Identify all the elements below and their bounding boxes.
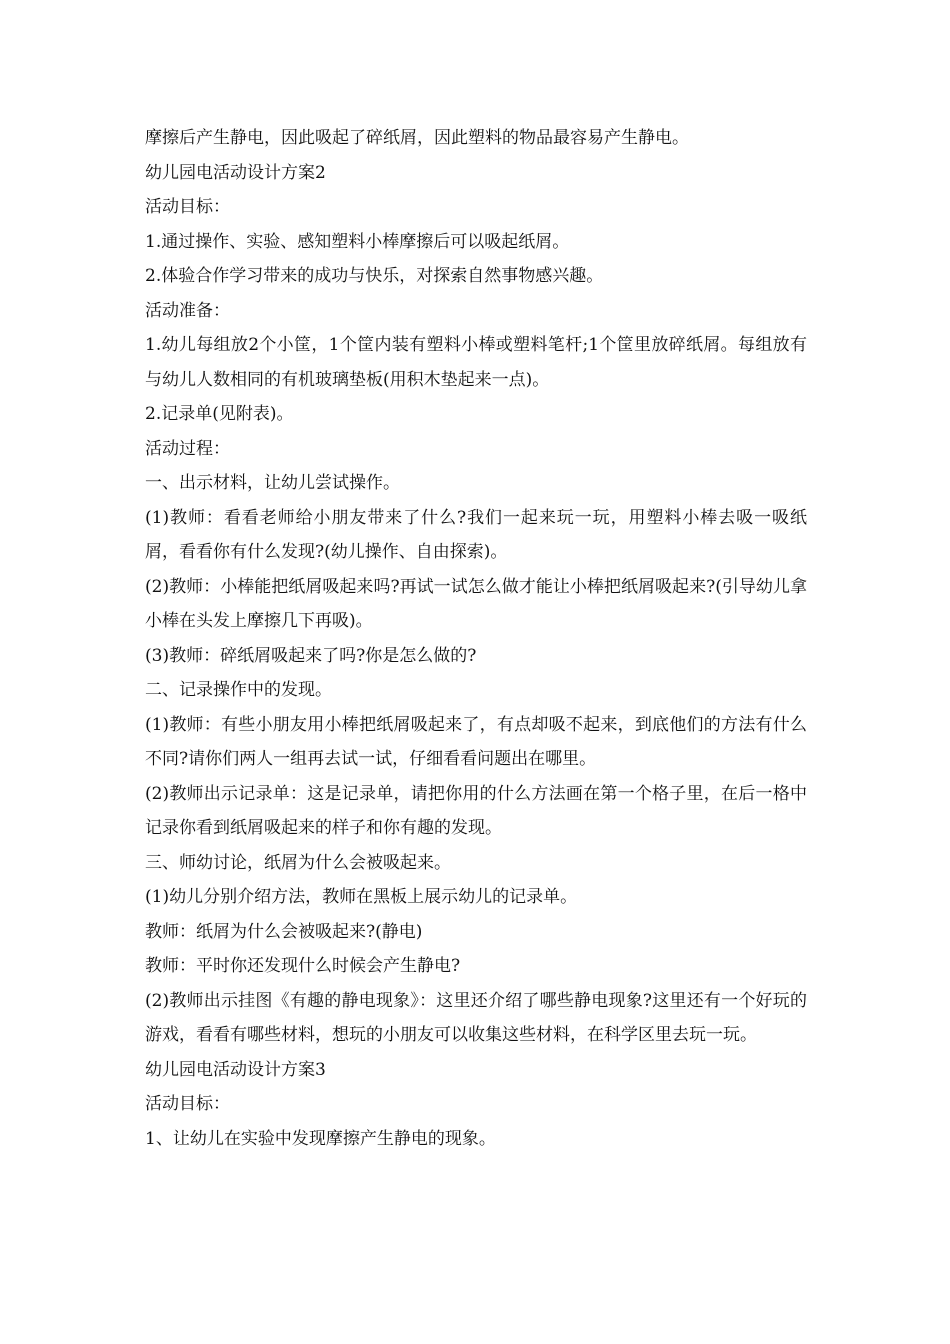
preparation-item-1: 1.幼儿每组放2个小筐，1个筐内装有塑料小棒或塑料笔杆;1个筐里放碎纸屑。每组放有与幼儿人数相同的有机玻璃垫板(用积木垫起来一点)。	[145, 335, 807, 390]
process-step-3-teacher-question-1: 教师：纸屑为什么会被吸起来?(静电)	[145, 921, 423, 942]
section-title-plan-3: 幼儿园电活动设计方案3	[145, 1059, 326, 1080]
section-title-plan-2: 幼儿园电活动设计方案2	[145, 162, 326, 183]
process-step-3-item-2: (2)教师出示挂图《有趣的静电现象》：这里还介绍了哪些静电现象?这里还有一个好玩的游戏，看看有哪些材料，想玩的小朋友可以收集这些材料，在科学区里去玩一玩。	[145, 990, 807, 1045]
process-step-1-item-3: (3)教师：碎纸屑吸起来了吗?你是怎么做的?	[145, 645, 477, 666]
preparation-item-2: 2.记录单(见附表)。	[145, 404, 294, 424]
process-step-2-item-1: (1)教师：有些小朋友用小棒把纸屑吸起来了，有点却吸不起来，到底他们的方法有什么不同?请你们两人一组再去试一试，仔细看看问题出在哪里。	[145, 714, 807, 769]
process-step-1-heading: 一、出示材料，让幼儿尝试操作。	[145, 473, 400, 493]
process-step-2-item-2: (2)教师出示记录单：这是记录单，请把你用的什么方法画在第一个格子里，在后一格中记录你看到纸屑吸起来的样子和你有趣的发现。	[145, 783, 807, 838]
process-step-3-heading: 三、师幼讨论，纸屑为什么会被吸起来。	[145, 852, 451, 873]
heading-activity-preparation: 活动准备：	[145, 300, 230, 321]
process-step-3-teacher-question-2: 教师：平时你还发现什么时候会产生静电?	[145, 956, 461, 976]
heading-activity-process: 活动过程：	[145, 438, 230, 459]
document-body	[145, 121, 807, 1156]
heading-activity-goals-plan-3: 活动目标：	[145, 1094, 230, 1114]
goal-item-1-plan-3: 1、让幼儿在实验中发现摩擦产生静电的现象。	[145, 1128, 496, 1149]
paragraph-intro-conclusion: 摩擦后产生静电，因此吸起了碎纸屑，因此塑料的物品最容易产生静电。	[145, 128, 689, 148]
goal-item-2: 2.体验合作学习带来的成功与快乐，对探索自然事物感兴趣。	[145, 266, 604, 286]
process-step-1-item-1: (1)教师：看看老师给小朋友带来了什么?我们一起来玩一玩，用塑料小棒去吸一吸纸屑，看看你有什么发现?(幼儿操作、自由探索)。	[145, 507, 807, 562]
heading-activity-goals: 活动目标：	[145, 197, 230, 217]
process-step-2-heading: 二、记录操作中的发现。	[145, 680, 332, 700]
process-step-3-item-1: (1)幼儿分别介绍方法，教师在黑板上展示幼儿的记录单。	[145, 887, 578, 907]
process-step-1-item-2: (2)教师：小棒能把纸屑吸起来吗?再试一试怎么做才能让小棒把纸屑吸起来?(引导幼儿拿小棒在头发上摩擦几下再吸)。	[145, 576, 807, 631]
goal-item-1: 1.通过操作、实验、感知塑料小棒摩擦后可以吸起纸屑。	[145, 231, 570, 252]
